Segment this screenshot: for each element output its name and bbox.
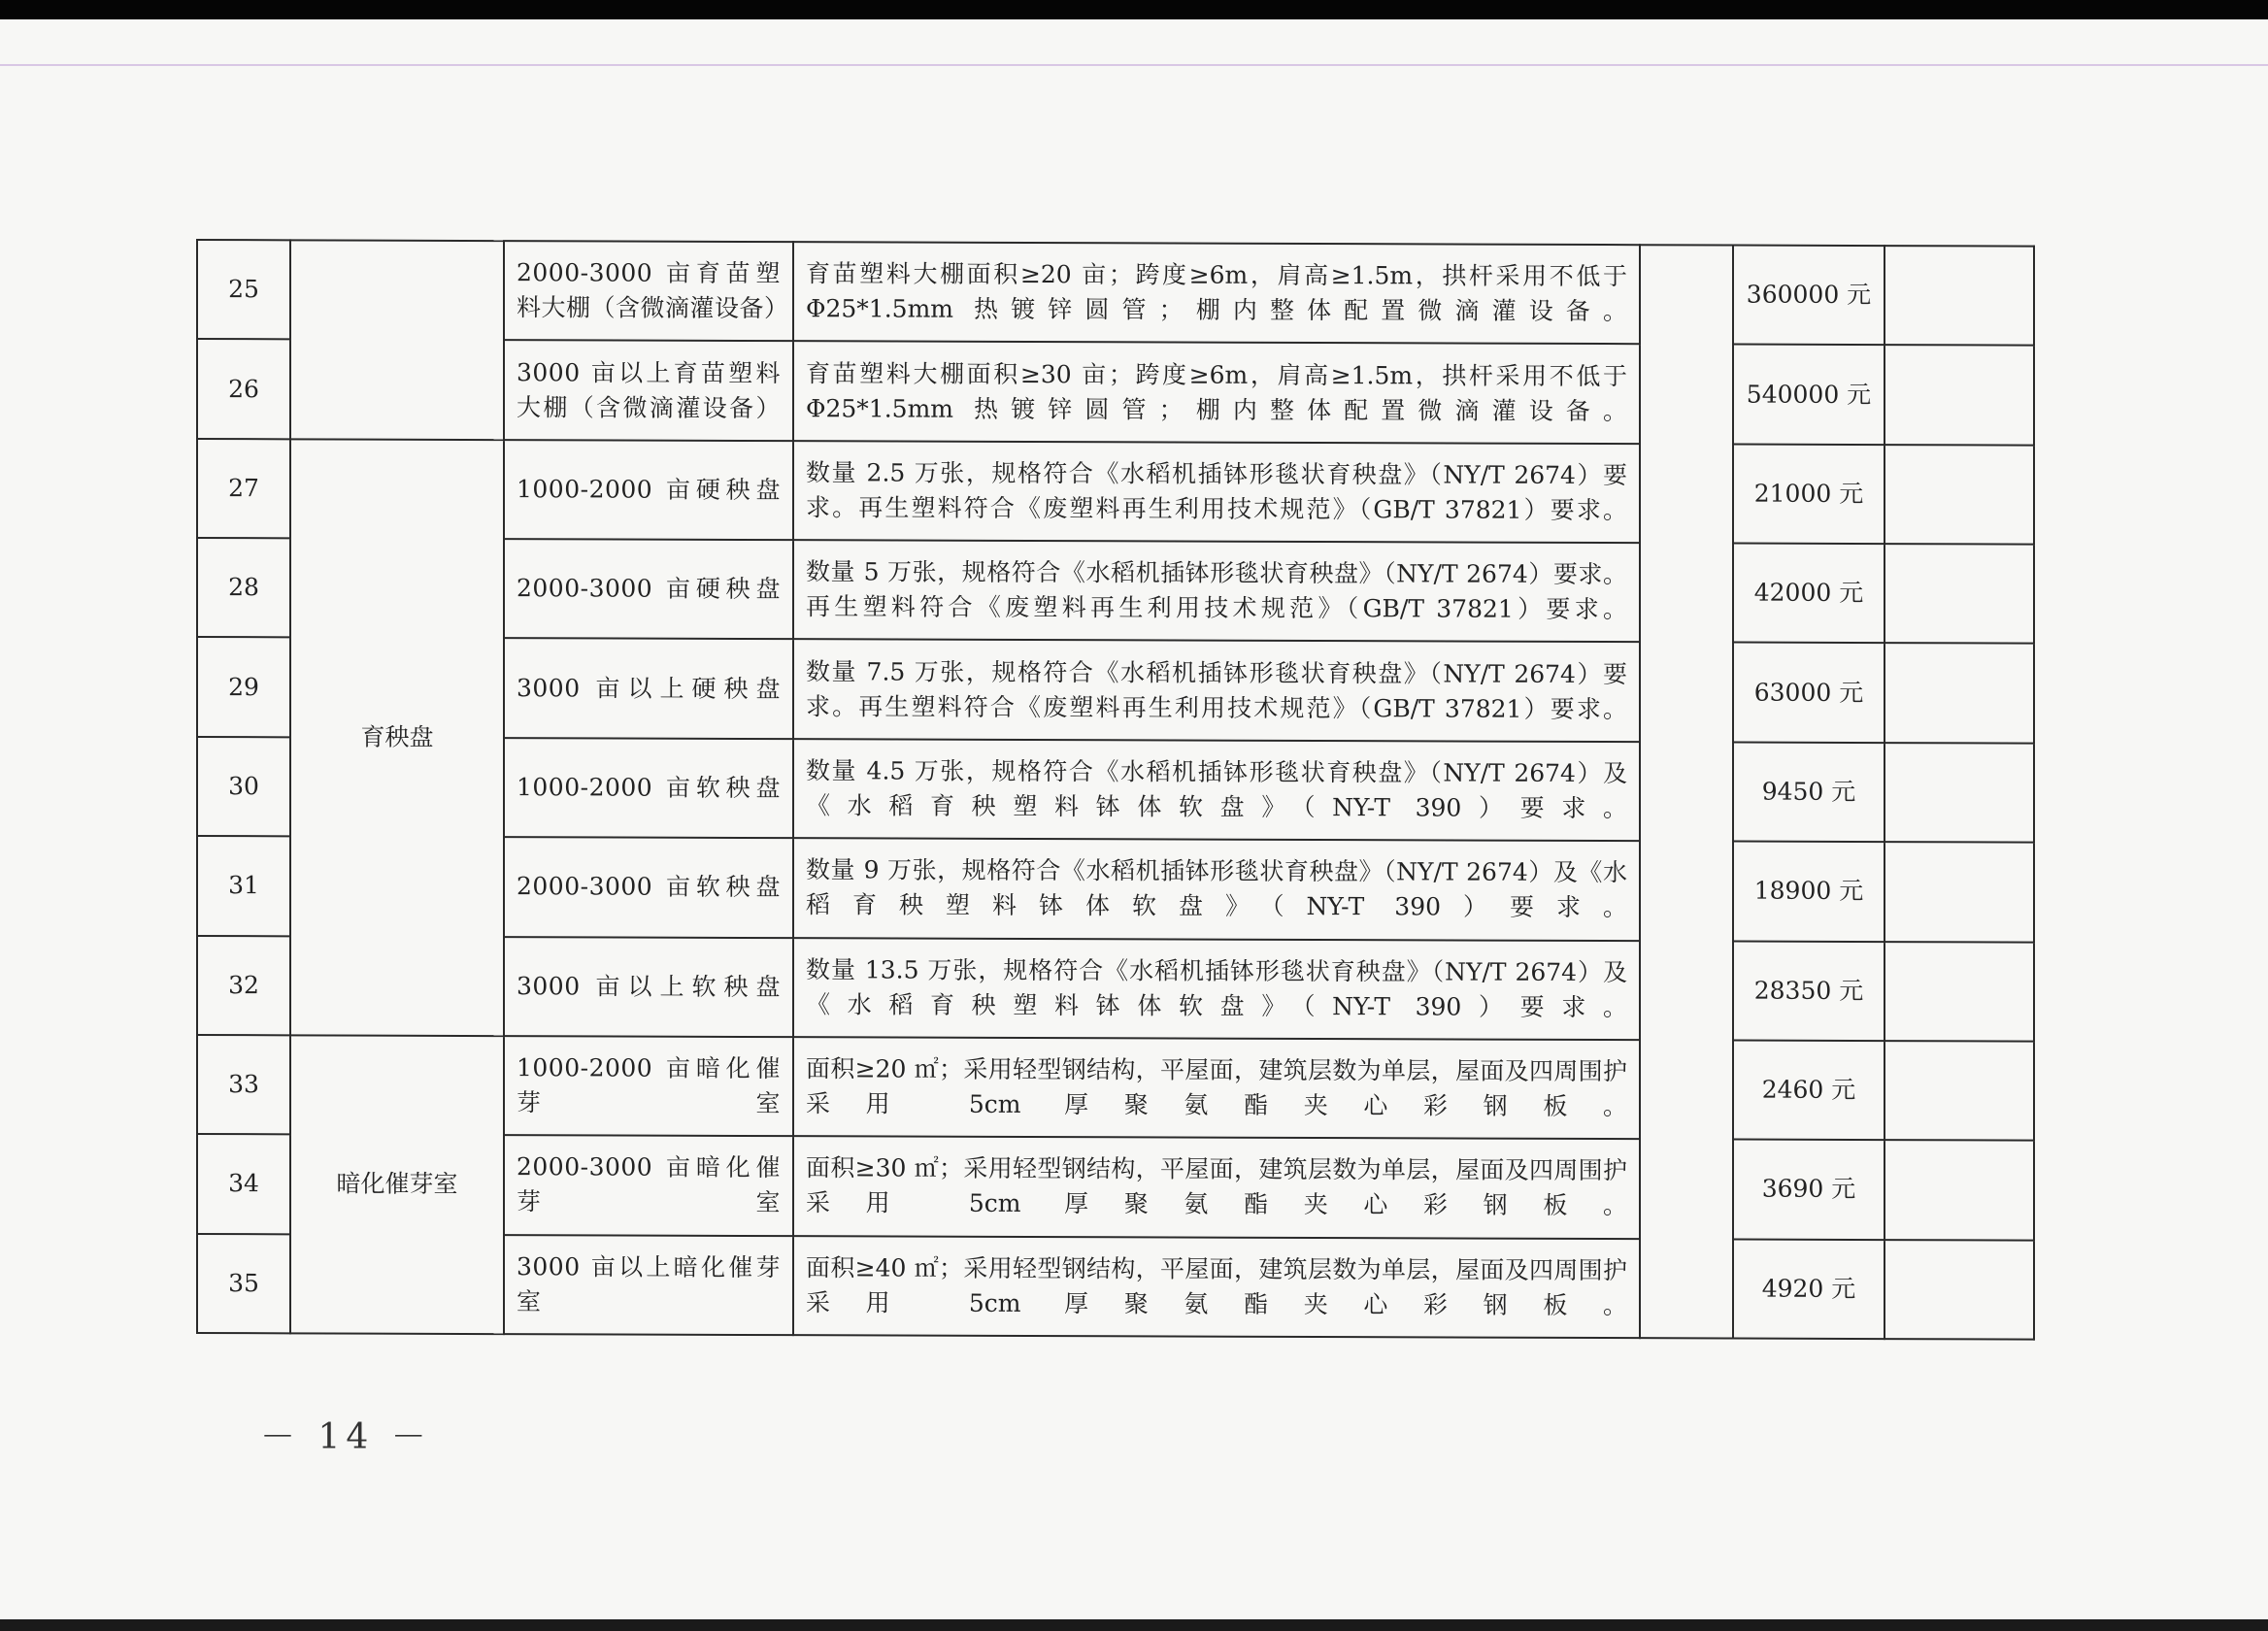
row-number: 28	[197, 538, 290, 638]
item-price: 42000 元	[1733, 544, 1884, 644]
page-number: － 14 －	[260, 1417, 432, 1457]
table-row	[197, 1035, 2034, 1141]
note-cell	[1884, 246, 2034, 346]
scan-bottom-edge	[0, 1619, 2268, 1631]
item-name: 3000 亩以上育苗塑料大棚（含微滴灌设备）	[504, 340, 793, 440]
row-number: 25	[197, 240, 290, 340]
item-spec: 育苗塑料大棚面积≥20 亩；跨度≥6m，肩高≥1.5m，拱杆采用不低于Φ25*1.5mm 热镀锌圆管；棚内整体配置微滴灌设备。	[793, 242, 1640, 344]
note-cell	[1884, 644, 2034, 744]
note-cell	[1884, 544, 2034, 644]
item-name: 3000 亩以上软秧盘	[504, 937, 793, 1037]
note-cell	[1884, 345, 2034, 445]
equipment-spec-table	[196, 239, 2035, 1341]
item-price: 28350 元	[1733, 941, 1884, 1041]
item-name: 2000-3000 亩育苗塑料大棚（含微滴灌设备）	[504, 241, 793, 341]
note-cell	[1884, 743, 2034, 843]
note-cell	[1884, 842, 2034, 942]
item-spec: 面积≥40 ㎡；采用轻型钢结构，平屋面，建筑层数为单层，屋面及四周围护采用 5cm 厚聚氨酯夹心彩钢板。	[793, 1236, 1640, 1338]
table-row	[197, 439, 2034, 545]
note-cell	[1884, 445, 2034, 545]
category-germination-room: 暗化催芽室	[290, 1035, 504, 1334]
row-number: 33	[197, 1035, 290, 1135]
item-price: 18900 元	[1733, 842, 1884, 942]
item-name: 3000 亩以上暗化催芽室	[504, 1235, 793, 1335]
category-seedling-tray: 育秧盘	[290, 439, 504, 1036]
item-price: 4920 元	[1733, 1239, 1884, 1339]
category-cell-continued	[290, 240, 504, 439]
row-number: 32	[197, 936, 290, 1036]
row-number: 30	[197, 737, 290, 837]
scan-top-edge	[0, 0, 2268, 19]
item-name: 1000-2000 亩软秧盘	[504, 738, 793, 838]
note-cell	[1884, 1240, 2034, 1340]
item-spec: 数量 4.5 万张，规格符合《水稻机插钵形毯状育秧盘》（NY/T 2674）及《水稻育秧塑料钵体软盘》（NY-T 390）要求。	[793, 739, 1640, 841]
row-number: 31	[197, 836, 290, 936]
item-price: 3690 元	[1733, 1140, 1884, 1240]
item-name: 3000 亩以上硬秧盘	[504, 639, 793, 739]
item-spec: 数量 9 万张，规格符合《水稻机插钵形毯状育秧盘》（NY/T 2674）及《水稻育秧塑料钵体软盘》（NY-T 390）要求。	[793, 838, 1640, 940]
row-number: 35	[197, 1234, 290, 1334]
item-price: 360000 元	[1733, 246, 1884, 346]
table-row	[197, 240, 2034, 346]
item-price: 9450 元	[1733, 742, 1884, 842]
item-price: 2460 元	[1733, 1040, 1884, 1140]
note-cell	[1884, 1140, 2034, 1240]
item-spec: 面积≥30 ㎡；采用轻型钢结构，平屋面，建筑层数为单层，屋面及四周围护采用 5cm 厚聚氨酯夹心彩钢板。	[793, 1136, 1640, 1238]
row-number: 26	[197, 339, 290, 439]
item-spec: 面积≥20 ㎡；采用轻型钢结构，平屋面，建筑层数为单层，屋面及四周围护采用 5cm 厚聚氨酯夹心彩钢板。	[793, 1037, 1640, 1139]
item-spec: 数量 5 万张，规格符合《水稻机插钵形毯状育秧盘》（NY/T 2674）要求。再生塑料符合《废塑料再生利用技术规范》（GB/T 37821）要求。	[793, 540, 1640, 642]
row-number: 34	[197, 1134, 290, 1234]
item-price: 21000 元	[1733, 444, 1884, 544]
item-name: 2000-3000 亩暗化催芽室	[504, 1135, 793, 1235]
item-name: 1000-2000 亩暗化催芽室	[504, 1036, 793, 1136]
page-top-rule	[0, 64, 2268, 66]
item-spec: 数量 7.5 万张，规格符合《水稻机插钵形毯状育秧盘》（NY/T 2674）要求。再生塑料符合《废塑料再生利用技术规范》（GB/T 37821）要求。	[793, 640, 1640, 742]
item-spec: 数量 13.5 万张，规格符合《水稻机插钵形毯状育秧盘》（NY/T 2674）及《水稻育秧塑料钵体软盘》（NY-T 390）要求。	[793, 938, 1640, 1040]
note-cell	[1884, 1041, 2034, 1141]
item-name: 1000-2000 亩硬秧盘	[504, 440, 793, 540]
item-price: 540000 元	[1733, 345, 1884, 445]
row-number: 27	[197, 439, 290, 539]
item-name: 2000-3000 亩硬秧盘	[504, 539, 793, 639]
row-number: 29	[197, 637, 290, 737]
item-name: 2000-3000 亩软秧盘	[504, 837, 793, 937]
item-spec: 数量 2.5 万张，规格符合《水稻机插钵形毯状育秧盘》（NY/T 2674）要求。再生塑料符合《废塑料再生利用技术规范》（GB/T 37821）要求。	[793, 441, 1640, 543]
item-spec: 育苗塑料大棚面积≥30 亩；跨度≥6m，肩高≥1.5m，拱杆采用不低于Φ25*1.5mm 热镀锌圆管；棚内整体配置微滴灌设备。	[793, 342, 1640, 444]
item-price: 63000 元	[1733, 643, 1884, 743]
note-cell	[1884, 942, 2034, 1042]
blank-column-cell	[1640, 245, 1733, 1338]
